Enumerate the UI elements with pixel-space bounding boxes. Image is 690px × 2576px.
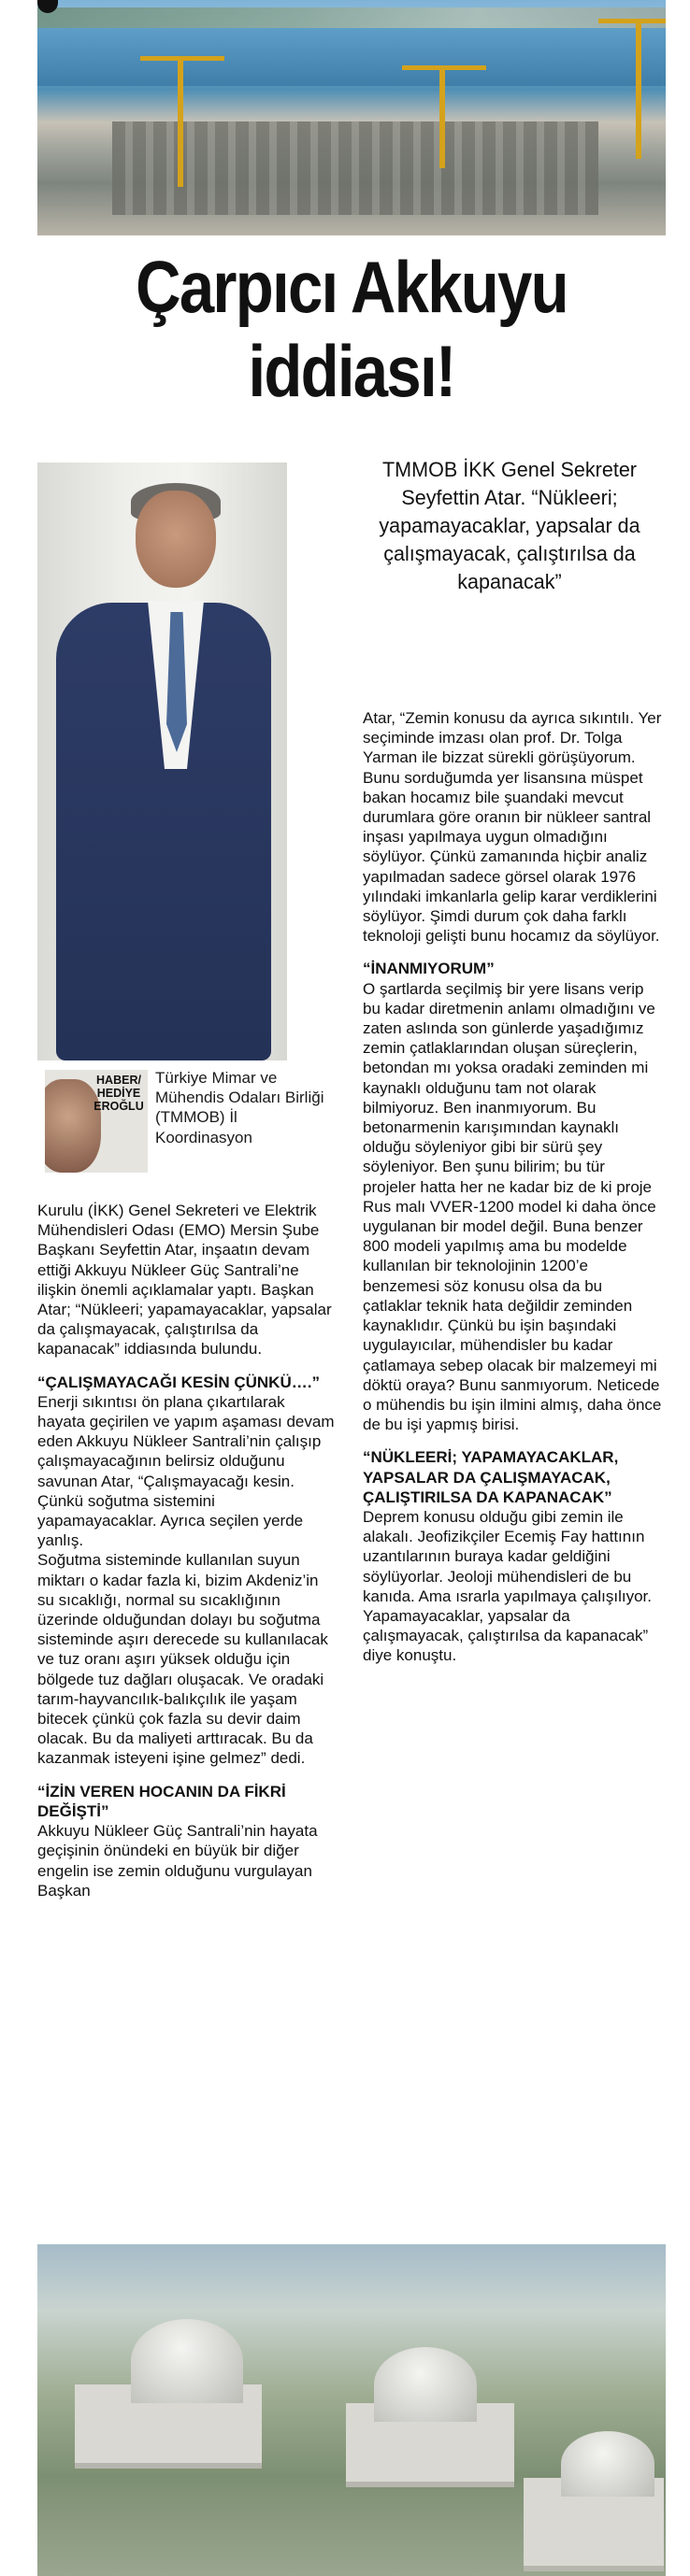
subheading: “İZİN VEREN HOCANIN DA FİKRİ DEĞİŞTİ”: [37, 1782, 286, 1820]
reactor-dome: [374, 2347, 477, 2422]
left-column: [37, 1201, 335, 1900]
crane-3: [636, 19, 641, 159]
headline-line-1: Çarpıcı Akkuyu: [136, 246, 568, 328]
subheading: “İNANMIYORUM”: [363, 960, 495, 978]
crane-2: [439, 65, 445, 168]
reactor-dome: [131, 2319, 243, 2403]
crane-1: [178, 56, 183, 187]
subheading: “NÜKLEERİ; YAPAMAYACAKLAR, YAPSALAR DA ÇALIŞMAYACAK, ÇALIŞTIRILSA DA KAPANACAK”: [363, 1448, 619, 1506]
byline-label-line: HEDİYE: [96, 1087, 141, 1100]
subheading: “ÇALIŞMAYACAĞI KESİN ÇÜNKÜ….”: [37, 1373, 320, 1391]
intro-text: Türkiye Mimar ve Mühendis Odaları Birliği (TMMOB) İl Koordinasyon: [155, 1069, 324, 1146]
right-column: [363, 708, 662, 1666]
paragraph: O şartlarda seçilmiş bir yere lisans verip bu kadar diretmenin anlamı olmadığını ve zaten aslında son günlerde yaşadığımız zemin çatlaklarından oluşan süreçlerin, betondan mı yoksa oradaki zeminden mi kaynaklı olduğunu tam not olarak bilmiyoruz. Ben inanmıyorum. Bu betonarmenin karışımından kaynaklı olduğu söyleniyor gibi bir sürü şey söyleniyor. Ben şunu bilirim; bu tür projeler hatta her ne kadar biz de ki proje Rus malı VVER-1200 model ki daha önce uygulanan bir model değil. Buna benzer 800 modeli yapılmış ama bu modelde kullanılan bir teknolojinin 1200’e benzemesi söz konusu olsa da bu çatlaklar teknik hata değildir zeminden kaynaklıdır. Çünkü bu işin başındaki uygulayıcılar, mühendisler bu kadar çatlamaya sebep olacak bir malzemeyi mi döktü oraya? Bunu sanmıyorum. Neticede o mühendis bu işin ilmini almış, daha önce de bu işi yapmış birisi.: [363, 979, 662, 1434]
sea-strip: [37, 28, 666, 86]
face: [136, 491, 216, 588]
byline-label-line: HABER/: [96, 1074, 141, 1087]
headline: [81, 245, 622, 413]
byline-label-line: EROĞLU: [93, 1100, 144, 1113]
paragraph: Deprem konusu olduğu gibi zemin ile alakalı. Jeofizikçiler Ecemiş Fay hattının uzantılarının buraya kadar geldiğini söylüyorlar. Jeoloji mühendisleri de bu kanıda. Ama ısrarla yapılmaya çalışılıyor. Yapamayacaklar, yapsalar da çalışmayacak, çalıştırılsa da kapanacak” diye konuştu.: [363, 1507, 652, 1665]
construction-site: [112, 121, 598, 215]
byline-label: [90, 1074, 148, 1113]
byline-photo: [45, 1070, 148, 1173]
reactor-dome: [561, 2431, 654, 2497]
portrait-photo: [37, 463, 287, 1060]
paragraph: Akkuyu Nükleer Güç Santrali’nin hayata geçişinin önündeki en büyük bir diğer engelin ise zemin olduğunu vurgulayan Başkan: [37, 1822, 318, 1900]
plant-render-photo: [37, 2244, 666, 2576]
paragraph: Atar, “Zemin konusu da ayrıca sıkıntılı. Yer seçiminde imzası olan prof. Dr. Tolga Yarman ile bizzat sürekli görüşüyorum. Bunu sorduğumda yer lisansına müspet bakan hocamız bile şuandaki mevcut durumlara göre oranın bir nükleer santral inşası yapılmaya uygun olmadığını söylüyor. Çünkü zamanında hiçbir analiz yapılmadan sadece görsel olarak 1976 yılındaki imkanlarla gelip karar verdiklerini söylüyor. Şimdi durum çok daha farklı teknoloji gelişti bunu hocamız da söylüyor.: [363, 709, 662, 946]
paragraph: Kurulu (İKK) Genel Sekreteri ve Elektrik Mühendisleri Odası (EMO) Mersin Şube Başkanı Seyfettin Atar, inşaatın devam ettiği Akkuyu Nükleer Güç Santrali’ne ilişkin önemli açıklamalar yaptı. Başkan Atar; “Nükleeri; yapamayacaklar, yapsalar da çalışmayacak, çalıştırılsa da kapanacak” iddiasında bulundu.: [37, 1202, 332, 1359]
paragraph: Soğutma sisteminde kullanılan suyun miktarı o kadar fazla ki, bizim Akdeniz’in su sıcaklığı, normal su sıcaklığının üzerinde olduğundan dolayı bu soğutma sisteminde aşırı derecede su kullanılacak ve tuz oranı aşırı yüksek olduğu için bölgede tuz dağları oluşacak. Ve oradaki tarım-hayvancılık-balıkçılık ile yaşam bitecek çünkü çok fazla su devir daim olacak. Bu da maliyeti arttıracak. Bu da kazanmak isteyeni işine gelmez” dedi.: [37, 1551, 328, 1768]
top-construction-photo: [37, 0, 666, 235]
paragraph: Enerji sıkıntısı ön plana çıkartılarak hayata geçirilen ve yapım aşaması devam eden Akkuyu Nükleer Santrali’nin çalışıp çalışmayacağının belirsiz olduğunu savunan Atar, “Çalışmayacağı kesin. Çünkü soğutma sistemini yapamayacaklar. Ayrıca seçilen yerde yanlış.: [37, 1392, 335, 1550]
deck-subheadline: TMMOB İKK Genel Sekreter Seyfettin Atar. “Nükleeri; yapamayacaklar, yapsalar da çalışmayacak, çalıştırılsa da kapanacak”: [379, 458, 640, 593]
headline-line-2: iddiası!: [248, 330, 455, 412]
